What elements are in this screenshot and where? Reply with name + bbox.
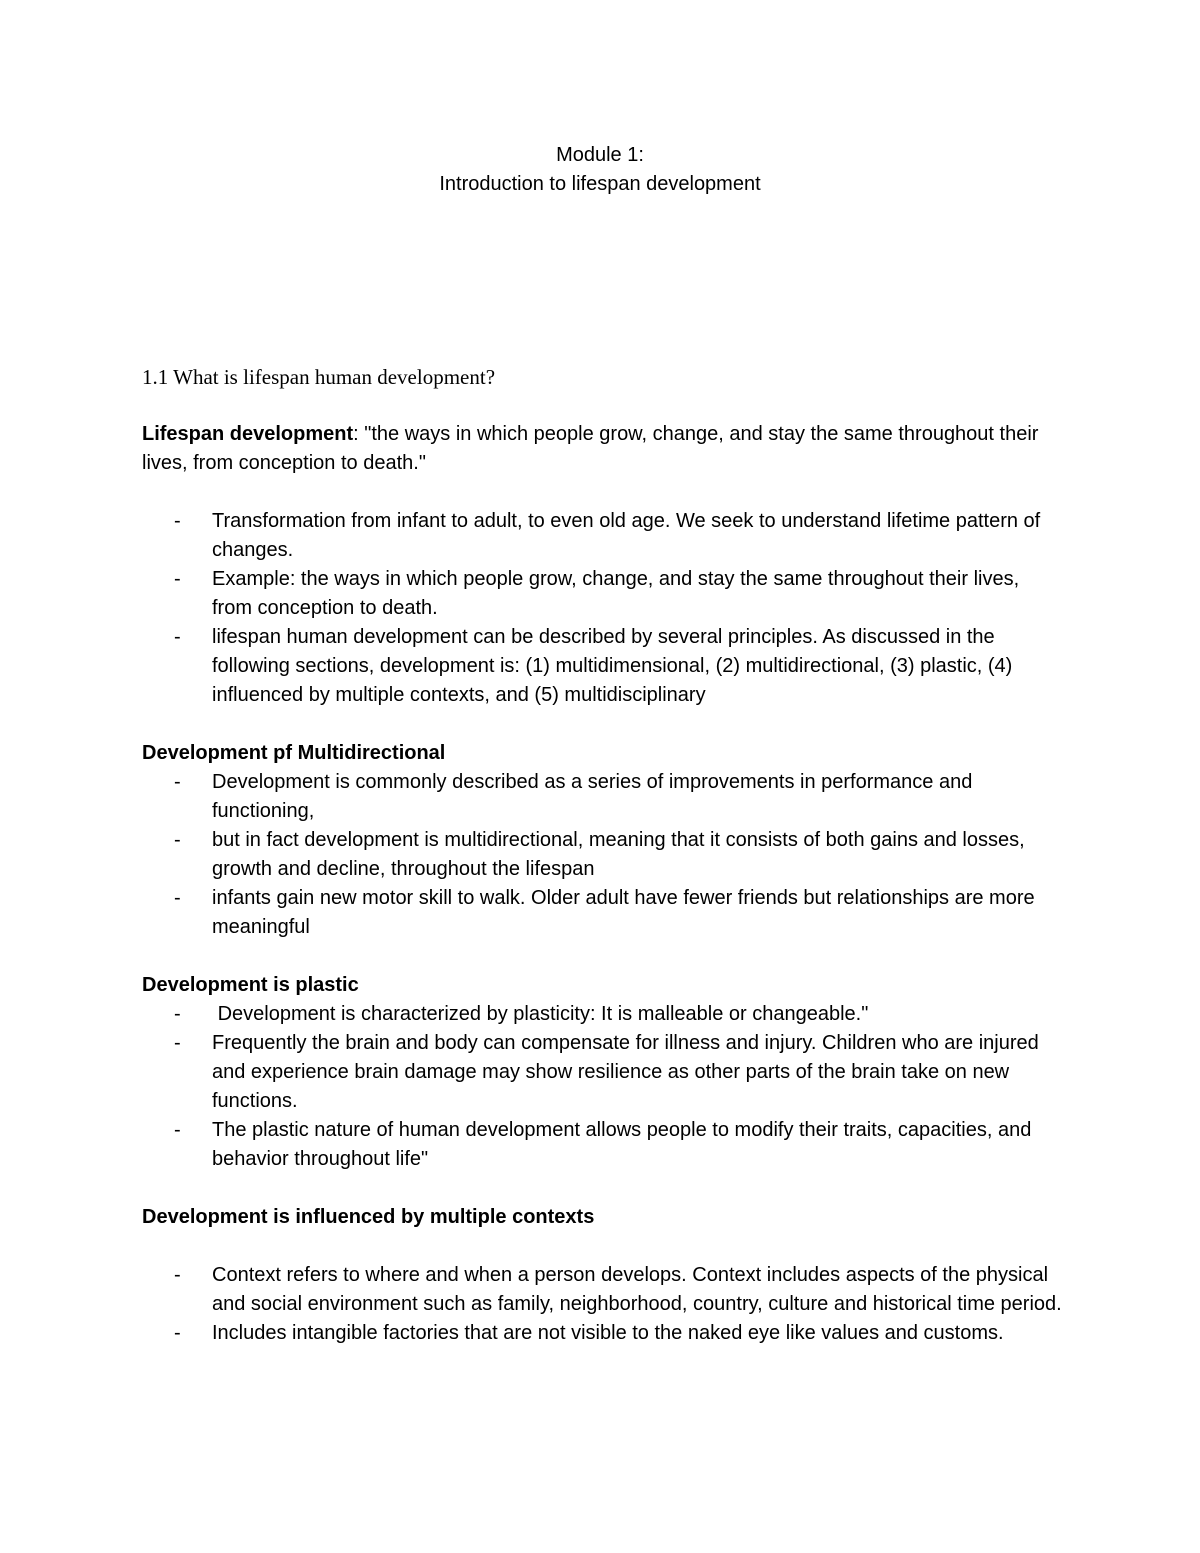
list-item-text: but in fact development is multidirectional, meaning that it consists of both gains and losses, growth and decline, throughout the lifespan	[212, 829, 1025, 880]
definition-paragraph	[142, 420, 1062, 478]
list-item-text: Context refers to where and when a person develops. Context includes aspects of the physical and social environment such as family, neighborhood, country, culture and historical time period.	[212, 1264, 1062, 1315]
subsection-heading-plastic: Development is plastic	[142, 974, 359, 996]
list-item-text: Development is commonly described as a series of improvements in performance and functioning,	[212, 771, 973, 822]
title-block	[0, 141, 1200, 199]
list-item	[142, 768, 1062, 826]
intro-bullet-list	[142, 507, 1062, 710]
list-item	[142, 1116, 1062, 1174]
module-label: Module 1:	[556, 144, 644, 166]
bullet-dash: -	[174, 1003, 181, 1025]
list-item-text: Development is characterized by plasticity: It is malleable or changeable."	[212, 1003, 869, 1025]
list-item	[142, 1000, 1062, 1029]
definition-text: : "the ways in which people grow, change, and stay the same throughout their lives, from conception to death."	[142, 423, 1039, 474]
list-item	[142, 884, 1062, 942]
document-body	[142, 420, 1062, 1348]
subsection-heading-contexts: Development is influenced by multiple contexts	[142, 1206, 595, 1228]
bullet-dash: -	[174, 887, 181, 909]
bullet-dash: -	[174, 1119, 181, 1141]
bullet-dash: -	[174, 829, 181, 851]
subsection-heading-multidirectional: Development pf Multidirectional	[142, 742, 446, 764]
contexts-bullet-list	[142, 1261, 1062, 1348]
plastic-bullet-list	[142, 1000, 1062, 1174]
list-item	[142, 1261, 1062, 1319]
list-item	[142, 623, 1062, 710]
bullet-dash: -	[174, 771, 181, 793]
list-item-text: Transformation from infant to adult, to even old age. We seek to understand lifetime pattern of changes.	[212, 510, 1041, 561]
bullet-dash: -	[174, 568, 181, 590]
list-item-text: lifespan human development can be described by several principles. As discussed in the following sections, development is: (1) multidimensional, (2) multidirectional, (3) plastic, (4) influenced by multiple contexts, and (5) multidisciplinary	[212, 626, 1013, 706]
page-title: Introduction to lifespan development	[439, 173, 761, 195]
list-item	[142, 826, 1062, 884]
list-item	[142, 565, 1062, 623]
multidirectional-bullet-list	[142, 768, 1062, 942]
list-item-text: Includes intangible factories that are not visible to the naked eye like values and customs.	[212, 1322, 1004, 1344]
list-item-text: infants gain new motor skill to walk. Older adult have fewer friends but relationships are more meaningful	[212, 887, 1035, 938]
bullet-dash: -	[174, 1032, 181, 1054]
bullet-dash: -	[174, 1322, 181, 1344]
bullet-dash: -	[174, 626, 181, 648]
list-item-text: Frequently the brain and body can compensate for illness and injury. Children who are injured and experience brain damage may show resilience as other parts of the brain take on new functions.	[212, 1032, 1039, 1112]
bullet-dash: -	[174, 1264, 181, 1286]
list-item-text: Example: the ways in which people grow, change, and stay the same throughout their lives, from conception to death.	[212, 568, 1020, 619]
definition-term: Lifespan development	[142, 423, 354, 445]
list-item-text: The plastic nature of human development allows people to modify their traits, capacities, and behavior throughout life"	[212, 1119, 1032, 1170]
list-item	[142, 1319, 1062, 1348]
section-heading: 1.1 What is lifespan human development?	[142, 365, 496, 389]
bullet-dash: -	[174, 510, 181, 532]
list-item	[142, 507, 1062, 565]
list-item	[142, 1029, 1062, 1116]
